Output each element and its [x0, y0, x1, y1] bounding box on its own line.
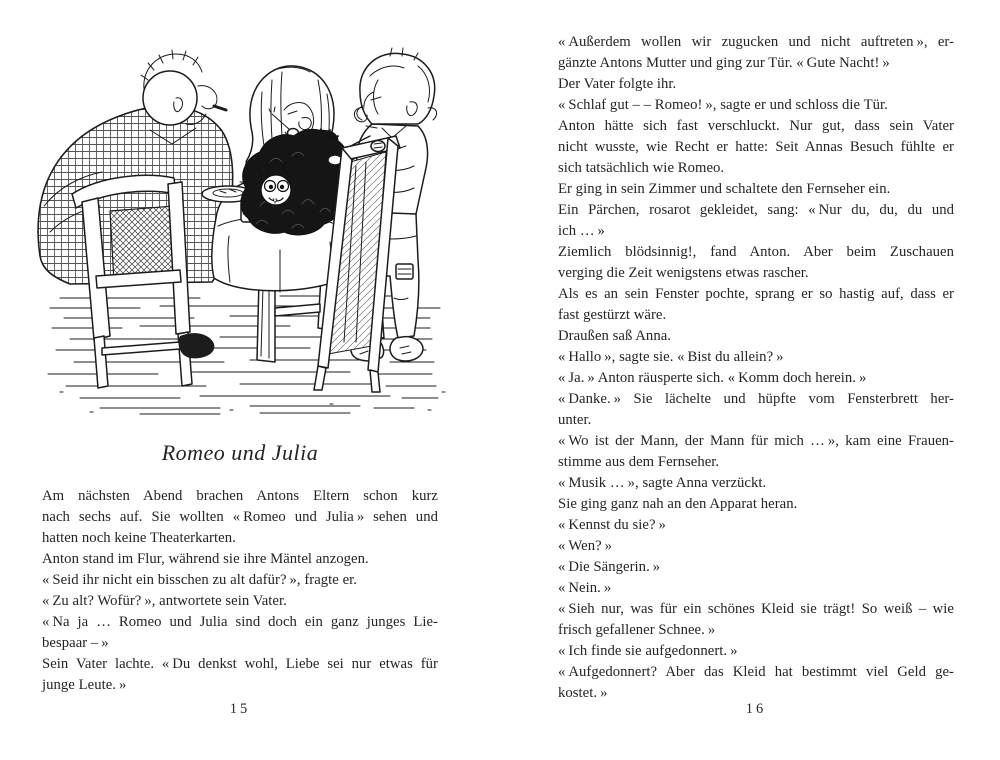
text-line: stimme aus dem Fernseher. [558, 454, 720, 470]
text-line: ich … » [558, 223, 605, 239]
text-line: « Kennst du sie? » [558, 517, 666, 533]
text-line: « Ja. » Anton räusperte sich. « Komm doch herein. » [558, 370, 867, 386]
text-line: Draußen saß Anna. [558, 328, 672, 344]
text-line: fast gestürzt wäre. [558, 307, 667, 323]
text-line: « Aufgedonnert? Aber das Kleid hat bestimmt viel Geld ge- [558, 664, 954, 680]
text-line: Als es an sein Fenster pochte, sprang er so hastig auf, dass er [558, 286, 954, 302]
text-line: « Hallo », sagte sie. « Bist du allein? » [558, 349, 784, 365]
father-shoe [178, 333, 214, 358]
text-line: sich tatsächlich wie Romeo. [558, 160, 725, 176]
text-line: « Schlaf gut – – Romeo! », sagte er und schloss die Tür. [558, 97, 888, 113]
text-line: verging die Zeit wenigstens etwas rascher. [558, 265, 809, 281]
left-page-text [42, 486, 438, 696]
text-line: « Musik … », sagte Anna verzückt. [558, 475, 767, 491]
text-line: Anton stand im Flur, während sie ihre Mäntel anzogen. [42, 551, 369, 567]
boy-hand [371, 141, 385, 152]
page-number-right: 16 [745, 701, 767, 717]
right-page-text [558, 32, 954, 704]
text-line: nicht wusste, wie Recht er hatte: Seit Annas Besuch fühlte er [558, 139, 954, 155]
text-line: Sie ging ganz nah an den Apparat heran. [558, 496, 798, 512]
text-line: frisch gefallener Schnee. » [558, 622, 716, 638]
text-line: « Ich finde sie aufgedonnert. » [558, 643, 738, 659]
family-dinner-illustration [30, 36, 460, 418]
text-line: Anton hätte sich fast verschluckt. Nur gut, dass sein Vater [558, 118, 954, 134]
text-line: nach sechs auf. Sie wollten « Romeo und Julia » sehen und [42, 509, 438, 525]
text-line: « Wen? » [558, 538, 613, 554]
text-line: kostet. » [558, 685, 608, 701]
text-line: Sein Vater lachte. « Du denkst wohl, Liebe sei nur etwas für [42, 656, 438, 672]
text-line: hatten noch keine Theaterkarten. [42, 530, 236, 546]
text-line: junge Leute. » [42, 677, 127, 693]
text-line: « Danke. » Sie lächelte und hüpfte vom Fensterbrett her- [558, 391, 954, 407]
text-line: Ziemlich blödsinnig!, fand Anton. Aber beim Zuschauen [558, 244, 954, 260]
text-line: « Seid ihr nicht ein bisschen zu alt dafür? », fragte er. [42, 572, 358, 588]
text-line: « Sieh nur, was für ein schönes Kleid sie trägt! So weiß – wie [558, 601, 954, 617]
text-line: « Außerdem wollen wir zugucken und nicht auftreten », er- [558, 34, 954, 50]
text-line: Er ging in sein Zimmer und schaltete den Fernseher ein. [558, 181, 891, 197]
text-line: « Na ja … Romeo und Julia sind doch ein ganz junges Lie- [42, 614, 438, 630]
boy-shoe [390, 337, 423, 361]
text-line: « Wo ist der Mann, der Mann für mich … », kam eine Frauen- [558, 433, 954, 449]
text-line: Ein Pärchen, rosarot gekleidet, sang: « Nur du, du, du und [558, 202, 954, 218]
text-line: « Nein. » [558, 580, 612, 596]
text-line: « Die Sängerin. » [558, 559, 661, 575]
jeans-patch [396, 264, 413, 279]
chapter-title: Romeo und Julia [161, 440, 319, 465]
text-line: Der Vater folgte ihr. [558, 76, 677, 92]
text-line: unter. [558, 412, 592, 428]
page-number-left: 15 [229, 701, 251, 717]
text-line: « Zu alt? Wofür? », antwortete sein Vater. [42, 593, 287, 609]
text-line: gänzte Antons Mutter und ging zur Tür. « Gute Nacht! » [558, 55, 890, 71]
text-line: Am nächsten Abend brachen Antons Eltern schon kurz [42, 488, 438, 504]
text-line: bespaar – » [42, 635, 109, 651]
